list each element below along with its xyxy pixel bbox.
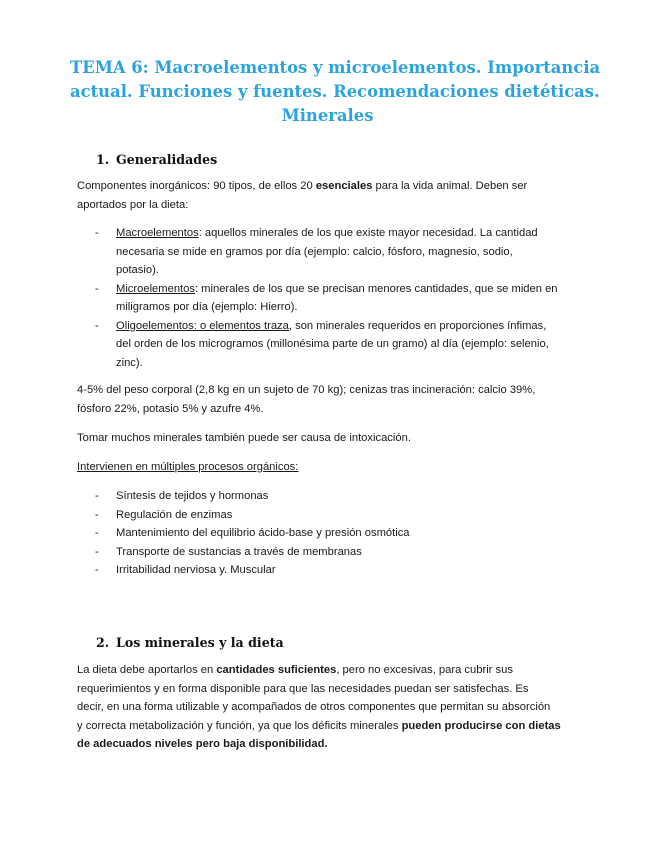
s2-bold-deficits: pueden producirse con dietas xyxy=(401,719,561,732)
oligo-line-2: del orden de los microgramos (millonésima parte de un gramo) al día (ejemplo: selenio, xyxy=(116,338,549,350)
composition-paragraph xyxy=(77,381,579,418)
list-dash: - xyxy=(95,282,99,295)
s2-line-4 xyxy=(77,717,579,736)
micro-line-2: miligramos por día (ejemplo: Hierro). xyxy=(116,301,298,313)
section-1-title: Generalidades xyxy=(116,152,218,167)
s2-line-1 xyxy=(77,661,579,680)
section-2-heading xyxy=(96,635,284,650)
title-line-2: actual. Funciones y fuentes. Recomendaciones dietéticas. xyxy=(70,82,600,101)
list-item-oligoelementos xyxy=(95,317,585,373)
title-line-1: TEMA 6: Macroelementos y microelementos. Importancia xyxy=(70,58,601,77)
warning-text: Tomar muchos minerales también puede ser causa de intoxicación. xyxy=(77,432,411,444)
macro-line-1 xyxy=(116,224,585,243)
element-types-list xyxy=(95,224,585,372)
oligo-text-1: son minerales requeridos en proporciones ínfimas, xyxy=(292,319,547,332)
intoxication-warning xyxy=(77,429,579,448)
s2-text-1c: , pero no excesivas, para cubrir sus xyxy=(336,664,513,676)
intro-bold-esenciales: esenciales xyxy=(315,180,373,192)
intro-text-c: para la vida animal. Deben ser xyxy=(372,180,528,192)
section-1-intro xyxy=(77,177,579,214)
section-2-paragraph xyxy=(77,661,579,754)
composition-line-1: 4-5% del peso corporal (2,8 kg en un sujeto de 70 kg); cenizas tras incineración: calcio 39%, xyxy=(77,384,536,396)
macro-text-1: : aquellos minerales de los que existe mayor necesidad. La cantidad xyxy=(198,227,538,239)
process-text: Irritabilidad nerviosa y. Muscular xyxy=(116,564,276,576)
section-2-number: 2. xyxy=(96,635,110,650)
document-title xyxy=(70,56,601,128)
macro-line-2: necesaria se mide en gramos por día (ejemplo: calcio, fósforo, magnesio, sodio, xyxy=(116,245,513,258)
term-microelementos: Microelementos xyxy=(116,282,195,295)
term-oligoelementos: Oligoelementos: o elementos traza, xyxy=(116,319,292,332)
processes-heading-text: Intervienen en múltiples procesos orgánicos: xyxy=(77,461,299,473)
micro-line-1 xyxy=(116,280,585,299)
list-item-macroelementos xyxy=(95,224,585,280)
list-dash: - xyxy=(95,545,99,558)
list-item xyxy=(95,561,585,580)
list-item xyxy=(95,543,585,562)
term-macroelementos: Macroelementos xyxy=(116,227,199,239)
s2-text-1a: La dieta debe aportarlos en xyxy=(77,664,217,676)
intro-line-1 xyxy=(77,177,579,196)
list-dash: - xyxy=(95,319,99,332)
s2-line-5: de adecuados niveles pero baja disponibilidad. xyxy=(77,738,328,750)
intro-text-a: Componentes inorgánicos: 90 tipos, de ellos 20 xyxy=(77,180,316,192)
list-dash: - xyxy=(95,527,99,539)
list-dash: - xyxy=(95,490,99,502)
s2-text-4a: y correcta metabolización y función, ya que los déficits minerales xyxy=(77,719,402,732)
list-dash: - xyxy=(95,508,99,521)
process-text: Síntesis de tejidos y hormonas xyxy=(116,490,269,502)
section-1-number: 1. xyxy=(96,152,110,167)
process-text: Mantenimiento del equilibrio ácido-base y presión osmótica xyxy=(116,527,410,539)
list-dash: - xyxy=(95,564,99,576)
list-item xyxy=(95,506,585,525)
title-line-3: Minerales xyxy=(281,106,374,125)
processes-heading xyxy=(77,458,579,477)
composition-line-2: fósforo 22%, potasio 5% y azufre 4%. xyxy=(77,402,264,415)
list-item-microelementos xyxy=(95,280,585,317)
s2-bold-cantidades: cantidades suficientes xyxy=(216,664,337,676)
section-1-heading xyxy=(96,152,217,167)
list-item xyxy=(95,524,585,543)
micro-text-1: : minerales de los que se precisan menores cantidades, que se miden en xyxy=(194,282,558,295)
list-dash: - xyxy=(95,227,99,239)
list-item xyxy=(95,487,585,506)
oligo-line-1 xyxy=(116,317,585,336)
process-text: Regulación de enzimas xyxy=(116,508,233,521)
processes-list xyxy=(95,487,585,580)
s2-line-3: decir, en una forma utilizable y acompañados de otros componentes que permitan su absorción xyxy=(77,701,551,713)
macro-line-3: potasio). xyxy=(116,264,159,276)
section-2-title: Los minerales y la dieta xyxy=(116,635,284,650)
intro-line-2: aportados por la dieta: xyxy=(77,198,189,211)
s2-line-2: requerimientos y en forma disponible para que las necesidades puedan ser satisfechas. Es xyxy=(77,682,529,695)
oligo-line-3: zinc). xyxy=(116,356,143,369)
process-text: Transporte de sustancias a través de membranas xyxy=(116,545,362,558)
